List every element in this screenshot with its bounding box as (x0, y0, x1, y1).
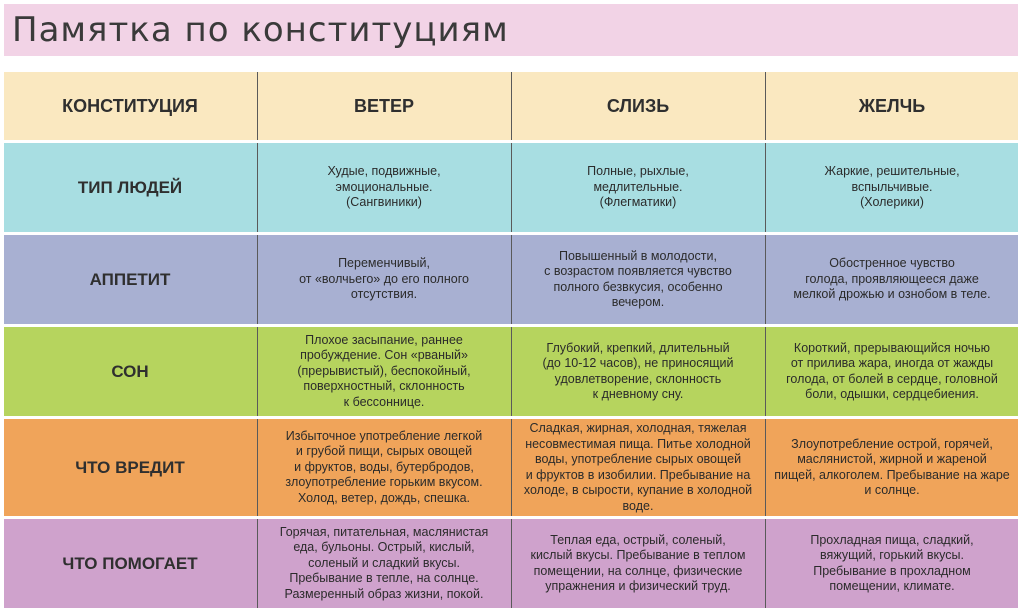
cell-help-sliz: Теплая еда, острый, соленый, кислый вкусы. Пребывание в теплом помещении, на солнце, физические упражнения и физический труд. (530, 532, 746, 593)
table-header-row (4, 72, 1018, 140)
cell-sleep-zhelch: Короткий, прерывающийся ночью от прилива жара, иногда от жажды голода, от болей в сердце, головной боли, одышки, сердцебиения. (786, 340, 998, 401)
header-konstitutsiya: КОНСТИТУЦИЯ (62, 95, 198, 116)
column-divider (765, 519, 766, 608)
table-row-type (4, 143, 1018, 232)
row-label-sleep: СОН (111, 361, 149, 381)
cell-harm-veter: Избыточное употребление легкой и грубой пищи, сырых овощей и фруктов, воды, бутербродов, злоупотребление горьким вкусом. Холод, ветер, дождь, спешка. (285, 428, 483, 505)
row-label-harm: ЧТО ВРЕДИТ (75, 457, 185, 477)
cell-help-veter: Горячая, питательная, маслянистая еда, бульоны. Острый, кислый, соленый и сладкий вкусы. Пребывание в тепле, на солнце. Размеренный образ жизни, покой. (279, 524, 489, 601)
cell-sleep-sliz: Глубокий, крепкий, длительный (до 10-12 часов), не приносящий удовлетворение, склонность к дневному сну. (542, 340, 734, 401)
column-divider (765, 327, 766, 416)
cell-type-veter: Худые, подвижные, эмоциональные. (Сангвиники) (327, 164, 441, 210)
table-row-harm (4, 419, 1018, 516)
row-label-help: ЧТО ПОМОГАЕТ (62, 553, 198, 573)
cell-appetite-zhelch: Обостренное чувство голода, проявляющееся даже мелкой дрожью и ознобом в теле. (793, 256, 991, 302)
table-row-help (4, 519, 1018, 608)
column-divider (511, 72, 512, 140)
title-bar (4, 4, 1018, 56)
column-divider (765, 143, 766, 232)
row-label-appetite: АППЕТИТ (89, 269, 171, 289)
page-title: Памятка по конституциям (12, 10, 509, 50)
cell-type-zhelch: Жаркие, решительные, вспыльчивые. (Холерики) (824, 164, 960, 210)
table-row-appetite (4, 235, 1018, 324)
column-divider (257, 143, 258, 232)
cell-appetite-sliz: Повышенный в молодости, с возрастом появляется чувство полного безвкусия, особенно вечером. (544, 248, 732, 309)
cell-type-sliz: Полные, рыхлые, медлительные. (Флегматики) (587, 164, 689, 210)
column-divider (257, 519, 258, 608)
header-veter: ВЕТЕР (353, 95, 414, 116)
row-label-type: ТИП ЛЮДЕЙ (77, 177, 183, 197)
column-divider (511, 143, 512, 232)
column-divider (511, 235, 512, 324)
column-divider (765, 419, 766, 516)
cell-sleep-veter: Плохое засыпание, раннее пробуждение. Сон «рваный» (прерывистый), беспокойный, поверхностный, склонность к бессоннице. (297, 332, 471, 409)
column-divider (511, 519, 512, 608)
column-divider (765, 235, 766, 324)
cell-help-zhelch: Прохладная пища, сладкий, вяжущий, горький вкусы. Пребывание в прохладном помещении, климате. (810, 532, 974, 593)
cell-appetite-veter: Переменчивый, от «волчьего» до его полного отсутствия. (299, 256, 469, 302)
column-divider (511, 327, 512, 416)
cell-harm-zhelch: Злоупотребление острой, горячей, маслянистой, жирной и жареной пищей, алкоголем. Пребывание на жаре и солнце. (774, 436, 1010, 497)
header-zhelch: ЖЕЛЧЬ (858, 95, 926, 116)
header-sliz: СЛИЗЬ (606, 95, 670, 116)
column-divider (257, 327, 258, 416)
column-divider (257, 72, 258, 140)
cell-harm-sliz: Сладкая, жирная, холодная, тяжелая несовместимая пища. Питье холодной воды, употребление сырых овощей и фруктов в изобилии. Пребывание на холоде, в сырости, купание в холодной воде. (523, 421, 753, 513)
column-divider (257, 419, 258, 516)
column-divider (765, 72, 766, 140)
column-divider (257, 235, 258, 324)
column-divider (511, 419, 512, 516)
table-row-sleep (4, 327, 1018, 416)
